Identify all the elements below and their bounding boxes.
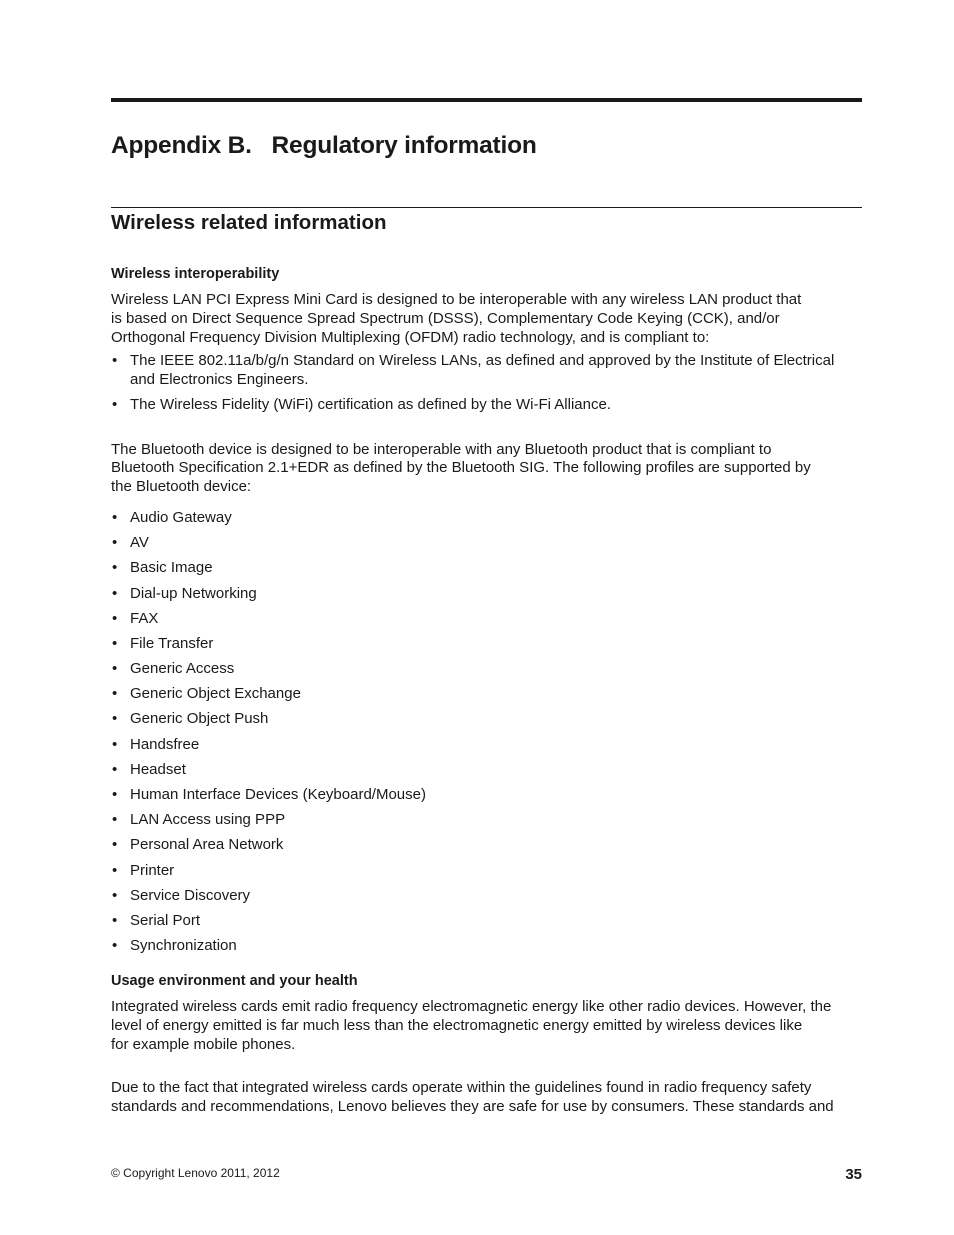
spacer — [111, 502, 862, 509]
page-number: 35 — [845, 1166, 862, 1183]
profile-item: • Personal Area Network — [111, 836, 862, 855]
text-line: Bluetooth Specification 2.1+EDR as defined by the Bluetooth SIG. The following profiles are supported by — [111, 459, 811, 477]
text-line: standards and recommendations, Lenovo believes they are safe for use by consumers. These standards and — [111, 1097, 834, 1115]
text-line: The Bluetooth device is designed to be interoperable with any Bluetooth product that is compliant to — [111, 440, 772, 458]
profile-item: • Generic Access — [111, 660, 862, 679]
content-flow — [111, 264, 862, 1121]
health-paragraph-1 — [111, 998, 862, 1054]
profile-item: • Generic Object Exchange — [111, 685, 862, 704]
text-line: Integrated wireless cards emit radio frequency electromagnetic energy like other radio devices. However, the — [111, 998, 832, 1016]
section-title: Wireless related information — [111, 211, 387, 234]
profile-item: • Audio Gateway — [111, 509, 862, 528]
bluetooth-paragraph — [111, 441, 862, 497]
top-rule — [111, 98, 862, 102]
text-line: Wireless LAN PCI Express Mini Card is designed to be interoperable with any wireless LAN product that — [111, 291, 802, 308]
profile-item: • Handsfree — [111, 736, 862, 755]
text-line: for example mobile phones. — [111, 1035, 296, 1053]
profile-item: • Human Interface Devices (Keyboard/Mouse) — [111, 786, 862, 805]
profile-item: • FAX — [111, 610, 862, 629]
compliance-list — [111, 352, 862, 415]
text-line: the Bluetooth device: — [111, 478, 252, 496]
spacer — [111, 422, 862, 441]
profile-item: • Printer — [111, 862, 862, 881]
profile-item: • Dial-up Networking — [111, 585, 862, 604]
profile-list — [111, 509, 862, 956]
copyright-notice: © Copyright Lenovo 2011, 2012 — [111, 1166, 280, 1180]
profile-item: • Generic Object Push — [111, 710, 862, 729]
health-heading: Usage environment and your health — [111, 973, 358, 990]
profile-item: • Headset — [111, 761, 862, 780]
spacer — [111, 962, 862, 971]
interop-heading: Wireless interoperability — [111, 266, 280, 282]
health-paragraph-2 — [111, 1079, 862, 1117]
section-rule — [111, 207, 862, 208]
profile-item: • Service Discovery — [111, 887, 862, 906]
profile-item: • Basic Image — [111, 559, 862, 578]
compliance-item: • The Wireless Fidelity (WiFi) certification as defined by the Wi-Fi Alliance. — [111, 396, 862, 415]
profile-item: • Serial Port — [111, 912, 862, 931]
text-line: Due to the fact that integrated wireless cards operate within the guidelines found in radio frequency safety — [111, 1078, 812, 1096]
profile-item: • LAN Access using PPP — [111, 811, 862, 830]
text-line: Orthogonal Frequency Division Multiplexing (OFDM) radio technology, and is compliant to: — [111, 328, 710, 346]
profile-item: • Synchronization — [111, 937, 862, 956]
text-line: level of energy emitted is far much less than the electromagnetic energy emitted by wireless devices like — [111, 1017, 803, 1035]
chapter-title: Appendix B. Regulatory information — [111, 132, 537, 159]
profile-item: • File Transfer — [111, 635, 862, 654]
interop-intro-paragraph — [111, 291, 862, 347]
profile-item: • AV — [111, 534, 862, 553]
text-line: is based on Direct Sequence Spread Spectrum (DSSS), Complementary Code Keying (CCK), and/or — [111, 309, 780, 327]
spacer — [111, 1060, 862, 1079]
compliance-item: • The IEEE 802.11a/b/g/n Standard on Wireless LANs, as defined and approved by the Institute of Electrical and Electronics Engineers. — [111, 352, 862, 390]
